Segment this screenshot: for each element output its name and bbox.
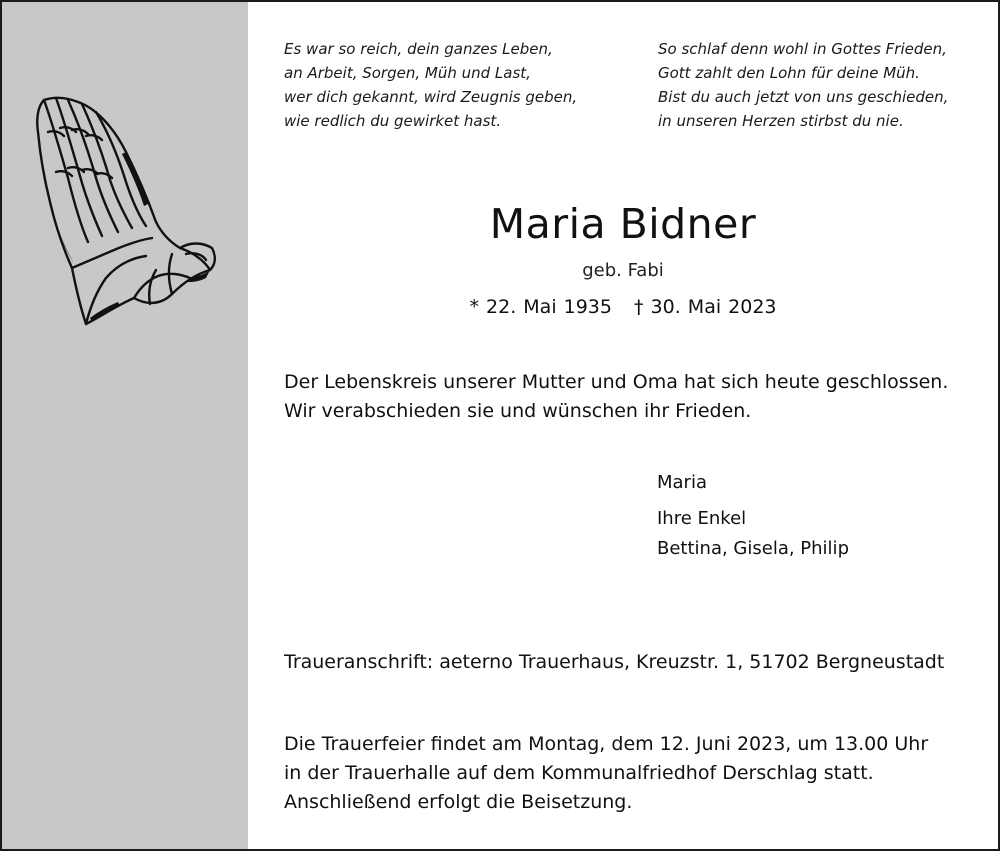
praying-hands-icon [30, 92, 220, 337]
grandchildren-label: Ihre Enkel [657, 508, 747, 529]
poem-right-line: Gott zahlt den Lohn für deine Müh. [658, 64, 920, 82]
poem-left [284, 37, 577, 133]
birth-name: geb. Fabi [582, 260, 664, 281]
mourning-address [284, 648, 944, 677]
family-first: Maria [657, 472, 707, 493]
poem-right-line: Bist du auch jetzt von uns geschieden, [658, 88, 949, 106]
side-panel [2, 2, 248, 849]
poem-right [658, 37, 948, 133]
closing-line: Der Lebenskreis unserer Mutter und Oma hat sich heute geschlossen. [284, 371, 949, 393]
poem-right-line: in unseren Herzen stirbst du nie. [658, 112, 904, 130]
ceremony-line: Anschließend erfolgt die Beisetzung. [284, 791, 633, 813]
ceremony-line: in der Trauerhalle auf dem Kommunalfriedhof Derschlag statt. [284, 762, 874, 784]
birth-date: * 22. Mai 1935 [469, 296, 612, 318]
poem-left-line: wie redlich du gewirket hast. [284, 112, 502, 130]
closing-line: Wir verabschieden sie und wünschen ihr Frieden. [284, 400, 752, 422]
poem-left-line: Es war so reich, dein ganzes Leben, [284, 40, 553, 58]
closing-text [284, 368, 948, 426]
ceremony-line: Die Trauerfeier findet am Montag, dem 12. Juni 2023, um 13.00 Uhr [284, 733, 929, 755]
poem-left-line: wer dich gekannt, wird Zeugnis geben, [284, 88, 578, 106]
death-date: † 30. Mai 2023 [634, 296, 777, 318]
deceased-name: Maria Bidner [489, 200, 757, 248]
poem-right-line: So schlaf denn wohl in Gottes Frieden, [658, 40, 947, 58]
grandchildren-names: Bettina, Gisela, Philip [657, 538, 849, 559]
life-dates [248, 296, 998, 318]
ceremony-info [284, 730, 928, 817]
address-line: Traueranschrift: aeterno Trauerhaus, Kreuzstr. 1, 51702 Bergneustadt [284, 651, 945, 673]
poem-left-line: an Arbeit, Sorgen, Müh und Last, [284, 64, 531, 82]
